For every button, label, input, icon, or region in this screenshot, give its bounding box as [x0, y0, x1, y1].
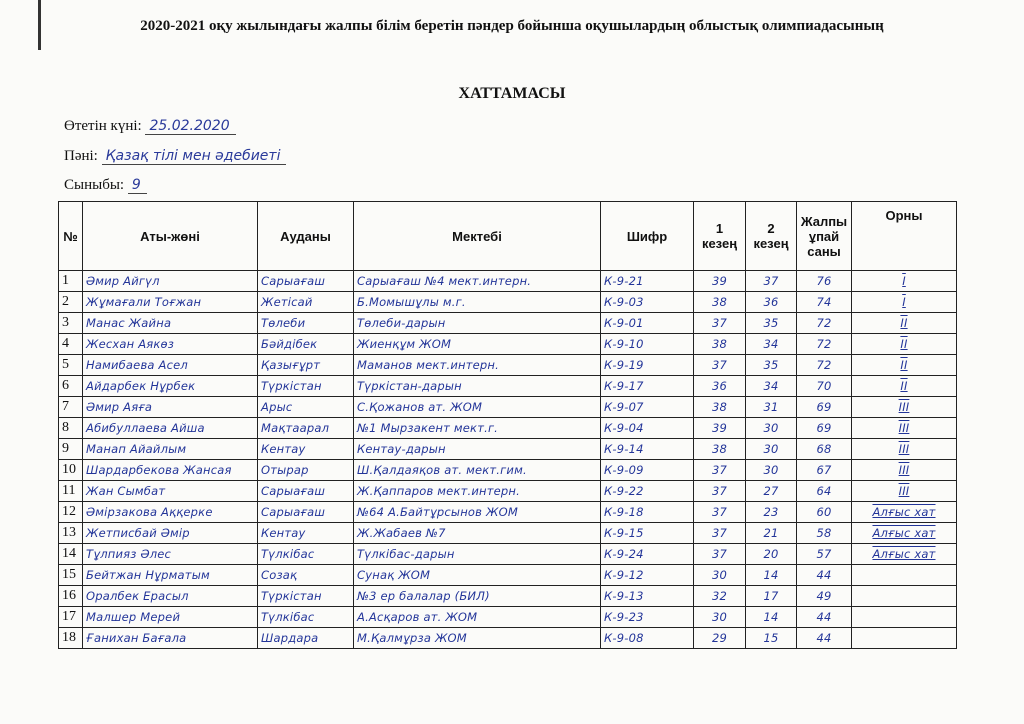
- header-cipher: Шифр: [601, 202, 694, 271]
- round1-score-cell: 37: [694, 460, 746, 481]
- school-cell: А.Асқаров ат. ЖОМ: [354, 607, 601, 628]
- total-score-cell: 57: [797, 544, 852, 565]
- total-score-cell: 44: [797, 607, 852, 628]
- round2-score-cell: 21: [746, 523, 797, 544]
- row-number-cell: 14: [59, 544, 83, 565]
- school-cell: Түркістан-дарын: [354, 376, 601, 397]
- round2-score-cell: 27: [746, 481, 797, 502]
- total-score-cell: 69: [797, 397, 852, 418]
- round1-score-cell: 38: [694, 334, 746, 355]
- round1-score-cell: 30: [694, 607, 746, 628]
- header-district: Ауданы: [258, 202, 354, 271]
- place-cell: I: [852, 271, 957, 292]
- total-score-cell: 72: [797, 334, 852, 355]
- round1-score-cell: 37: [694, 355, 746, 376]
- date-value: 25.02.2020: [145, 118, 235, 135]
- place-cell: III: [852, 481, 957, 502]
- table-row: [59, 544, 957, 565]
- student-name-cell: Бейтжан Нұрматым: [83, 565, 258, 586]
- round2-score-cell: 34: [746, 334, 797, 355]
- district-cell: Қазығұрт: [258, 355, 354, 376]
- table-row: [59, 313, 957, 334]
- school-cell: №64 А.Байтұрсынов ЖОМ: [354, 502, 601, 523]
- place-cell: III: [852, 439, 957, 460]
- round2-score-cell: 31: [746, 397, 797, 418]
- round2-score-cell: 35: [746, 355, 797, 376]
- round1-score-cell: 38: [694, 292, 746, 313]
- table-row: [59, 460, 957, 481]
- place-cell: [852, 607, 957, 628]
- total-score-cell: 72: [797, 313, 852, 334]
- round2-score-cell: 20: [746, 544, 797, 565]
- school-cell: Б.Момышұлы м.г.: [354, 292, 601, 313]
- place-cell: II: [852, 355, 957, 376]
- row-number-cell: 8: [59, 418, 83, 439]
- round2-score-cell: 34: [746, 376, 797, 397]
- district-cell: Сарыағаш: [258, 481, 354, 502]
- school-cell: Кентау-дарын: [354, 439, 601, 460]
- district-cell: Кентау: [258, 523, 354, 544]
- total-score-cell: 58: [797, 523, 852, 544]
- header-round1: 1 кезең: [694, 202, 746, 271]
- cipher-cell: К-9-09: [601, 460, 694, 481]
- date-line: [64, 118, 236, 135]
- subject-label: Пәні:: [64, 148, 98, 164]
- place-cell: Алғыс хат: [852, 502, 957, 523]
- round2-score-cell: 17: [746, 586, 797, 607]
- cipher-cell: К-9-13: [601, 586, 694, 607]
- row-number-cell: 4: [59, 334, 83, 355]
- round2-score-cell: 30: [746, 460, 797, 481]
- place-cell: II: [852, 376, 957, 397]
- district-cell: Шардара: [258, 628, 354, 649]
- student-name-cell: Шардарбекова Жансая: [83, 460, 258, 481]
- total-score-cell: 76: [797, 271, 852, 292]
- place-cell: Алғыс хат: [852, 544, 957, 565]
- header-name: Аты-жөні: [83, 202, 258, 271]
- school-cell: Сунақ ЖОМ: [354, 565, 601, 586]
- round2-score-cell: 35: [746, 313, 797, 334]
- row-number-cell: 16: [59, 586, 83, 607]
- place-cell: I: [852, 292, 957, 313]
- table-row: [59, 376, 957, 397]
- cipher-cell: К-9-08: [601, 628, 694, 649]
- round1-score-cell: 37: [694, 544, 746, 565]
- table-row: [59, 292, 957, 313]
- cipher-cell: К-9-19: [601, 355, 694, 376]
- document-title: ХАТТАМАСЫ: [458, 85, 566, 102]
- student-name-cell: Жұмағали Тоғжан: [83, 292, 258, 313]
- cipher-cell: К-9-15: [601, 523, 694, 544]
- row-number-cell: 9: [59, 439, 83, 460]
- school-cell: Маманов мект.интерн.: [354, 355, 601, 376]
- round1-score-cell: 39: [694, 418, 746, 439]
- student-name-cell: Оралбек Ерасыл: [83, 586, 258, 607]
- student-name-cell: Жесхан Аякөз: [83, 334, 258, 355]
- document-header: 2020-2021 оқу жылындағы жалпы білім беретін пәндер бойынша оқушылардың облыстық олимпиадасының: [140, 18, 884, 34]
- district-cell: Жетісай: [258, 292, 354, 313]
- round1-score-cell: 37: [694, 313, 746, 334]
- cipher-cell: К-9-14: [601, 439, 694, 460]
- student-name-cell: Әмир Айгүл: [83, 271, 258, 292]
- place-cell: [852, 628, 957, 649]
- place-cell: Алғыс хат: [852, 523, 957, 544]
- student-name-cell: Абибуллаева Айша: [83, 418, 258, 439]
- school-cell: С.Қожанов ат. ЖОМ: [354, 397, 601, 418]
- header-place: Орны: [852, 202, 957, 271]
- row-number-cell: 6: [59, 376, 83, 397]
- student-name-cell: Тұлпияз Әлес: [83, 544, 258, 565]
- school-cell: Ж.Жабаев №7: [354, 523, 601, 544]
- row-number-cell: 1: [59, 271, 83, 292]
- cipher-cell: К-9-03: [601, 292, 694, 313]
- district-cell: Түркістан: [258, 586, 354, 607]
- table-row: [59, 418, 957, 439]
- cipher-cell: К-9-23: [601, 607, 694, 628]
- row-number-cell: 2: [59, 292, 83, 313]
- round2-score-cell: 36: [746, 292, 797, 313]
- table-row: [59, 481, 957, 502]
- school-cell: Түлкібас-дарын: [354, 544, 601, 565]
- grade-label: Сыныбы:: [64, 177, 125, 193]
- round2-score-cell: 23: [746, 502, 797, 523]
- total-score-cell: 70: [797, 376, 852, 397]
- district-cell: Бәйдібек: [258, 334, 354, 355]
- round1-score-cell: 36: [694, 376, 746, 397]
- cipher-cell: К-9-17: [601, 376, 694, 397]
- round1-score-cell: 30: [694, 565, 746, 586]
- place-cell: II: [852, 313, 957, 334]
- school-cell: Сарыағаш №4 мект.интерн.: [354, 271, 601, 292]
- school-cell: Төлеби-дарын: [354, 313, 601, 334]
- row-number-cell: 13: [59, 523, 83, 544]
- table-row: [59, 523, 957, 544]
- student-name-cell: Айдарбек Нұрбек: [83, 376, 258, 397]
- school-cell: Ж.Қаппаров мект.интерн.: [354, 481, 601, 502]
- round1-score-cell: 32: [694, 586, 746, 607]
- subject-line: [64, 148, 286, 165]
- cipher-cell: К-9-07: [601, 397, 694, 418]
- total-score-cell: 72: [797, 355, 852, 376]
- table-row: [59, 439, 957, 460]
- row-number-cell: 10: [59, 460, 83, 481]
- table-row: [59, 607, 957, 628]
- round1-score-cell: 37: [694, 523, 746, 544]
- table-row: [59, 628, 957, 649]
- row-number-cell: 18: [59, 628, 83, 649]
- district-cell: Арыс: [258, 397, 354, 418]
- school-cell: М.Қалмұрза ЖОМ: [354, 628, 601, 649]
- table-row: [59, 565, 957, 586]
- round1-score-cell: 37: [694, 481, 746, 502]
- student-name-cell: Жетписбай Әмір: [83, 523, 258, 544]
- student-name-cell: Намибаева Асел: [83, 355, 258, 376]
- row-number-cell: 7: [59, 397, 83, 418]
- round1-score-cell: 37: [694, 502, 746, 523]
- cipher-cell: К-9-18: [601, 502, 694, 523]
- place-cell: III: [852, 397, 957, 418]
- round2-score-cell: 30: [746, 439, 797, 460]
- district-cell: Отырар: [258, 460, 354, 481]
- round1-score-cell: 38: [694, 397, 746, 418]
- cipher-cell: К-9-22: [601, 481, 694, 502]
- row-number-cell: 11: [59, 481, 83, 502]
- row-number-cell: 12: [59, 502, 83, 523]
- district-cell: Мақтаарал: [258, 418, 354, 439]
- grade-value: 9: [128, 177, 147, 194]
- district-cell: Сарыағаш: [258, 502, 354, 523]
- table-row: [59, 502, 957, 523]
- district-cell: Түркістан: [258, 376, 354, 397]
- row-number-cell: 5: [59, 355, 83, 376]
- round2-score-cell: 30: [746, 418, 797, 439]
- table-header-row: [59, 202, 957, 271]
- student-name-cell: Әмир Аяға: [83, 397, 258, 418]
- cipher-cell: К-9-04: [601, 418, 694, 439]
- district-cell: Сарыағаш: [258, 271, 354, 292]
- district-cell: Созақ: [258, 565, 354, 586]
- total-score-cell: 74: [797, 292, 852, 313]
- student-name-cell: Манап Айайлым: [83, 439, 258, 460]
- cipher-cell: К-9-01: [601, 313, 694, 334]
- cipher-cell: К-9-12: [601, 565, 694, 586]
- school-cell: Жиенқұм ЖОМ: [354, 334, 601, 355]
- table-row: [59, 397, 957, 418]
- header-total: Жалпы ұпай саны: [797, 202, 852, 271]
- place-cell: III: [852, 418, 957, 439]
- date-label: Өтетін күні:: [64, 118, 142, 134]
- subject-value: Қазақ тілі мен әдебиеті: [102, 148, 287, 165]
- row-number-cell: 3: [59, 313, 83, 334]
- school-cell: №3 ер балалар (БИЛ): [354, 586, 601, 607]
- place-cell: II: [852, 334, 957, 355]
- total-score-cell: 60: [797, 502, 852, 523]
- district-cell: Төлеби: [258, 313, 354, 334]
- district-cell: Кентау: [258, 439, 354, 460]
- total-score-cell: 67: [797, 460, 852, 481]
- table-row: [59, 334, 957, 355]
- table-row: [59, 271, 957, 292]
- district-cell: Түлкібас: [258, 544, 354, 565]
- total-score-cell: 68: [797, 439, 852, 460]
- grade-line: [64, 177, 147, 194]
- table-row: [59, 586, 957, 607]
- cipher-cell: К-9-10: [601, 334, 694, 355]
- total-score-cell: 69: [797, 418, 852, 439]
- table-row: [59, 355, 957, 376]
- round1-score-cell: 38: [694, 439, 746, 460]
- district-cell: Түлкібас: [258, 607, 354, 628]
- student-name-cell: Малшер Мерей: [83, 607, 258, 628]
- round2-score-cell: 15: [746, 628, 797, 649]
- header-no: №: [59, 202, 83, 271]
- student-name-cell: Жан Сымбат: [83, 481, 258, 502]
- place-cell: III: [852, 460, 957, 481]
- total-score-cell: 44: [797, 565, 852, 586]
- total-score-cell: 44: [797, 628, 852, 649]
- total-score-cell: 64: [797, 481, 852, 502]
- header-round2: 2 кезең: [746, 202, 797, 271]
- total-score-cell: 49: [797, 586, 852, 607]
- round2-score-cell: 37: [746, 271, 797, 292]
- student-name-cell: Әмірзакова Аққерке: [83, 502, 258, 523]
- cipher-cell: К-9-24: [601, 544, 694, 565]
- place-cell: [852, 586, 957, 607]
- school-cell: Ш.Қалдаяқов ат. мект.гим.: [354, 460, 601, 481]
- results-table: [58, 201, 957, 649]
- place-cell: [852, 565, 957, 586]
- school-cell: №1 Мырзакент мект.г.: [354, 418, 601, 439]
- student-name-cell: Ғанихан Бағала: [83, 628, 258, 649]
- cipher-cell: К-9-21: [601, 271, 694, 292]
- header-school: Мектебі: [354, 202, 601, 271]
- round2-score-cell: 14: [746, 565, 797, 586]
- round1-score-cell: 39: [694, 271, 746, 292]
- student-name-cell: Манас Жайна: [83, 313, 258, 334]
- round1-score-cell: 29: [694, 628, 746, 649]
- row-number-cell: 15: [59, 565, 83, 586]
- row-number-cell: 17: [59, 607, 83, 628]
- round2-score-cell: 14: [746, 607, 797, 628]
